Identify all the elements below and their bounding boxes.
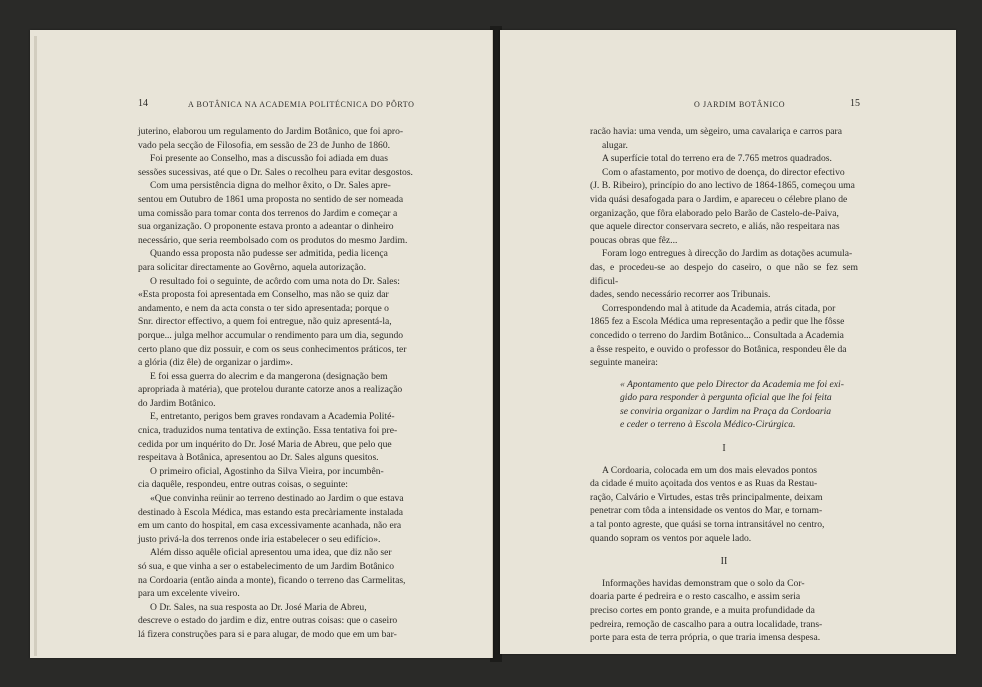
right-page [500,30,956,654]
left-body-text [138,125,456,642]
quoted-note [620,378,858,432]
text-line: a tal ponto agreste, que quási se torna intransitável no centro, [590,519,825,531]
text-line: A superfície total do terreno era de 7.765 metros quadrados. [602,153,832,165]
text-line: vado pela secção de Filosofia, em sessão de 23 de Junho de 1860. [138,139,391,151]
left-running-head: A BOTÂNICA NA ACADEMIA POLITÉCNICA DO PÔRTO [188,100,415,109]
page-edge [34,36,37,656]
text-line: certo plano que diz possuir, e com os seus conhecimentos práticos, ter [138,343,407,355]
text-line: ração, Calvário e Virtudes, estas três principalmente, deixam [590,491,823,503]
text-line: justo privá-la dos terrenos onde iria estabelecer o seu edifício». [138,533,381,545]
text-line: seguinte maneira: [590,357,658,369]
text-line: sentou em Outubro de 1861 uma proposta no sentido de ser nomeada [138,193,404,205]
text-line: respeitava à Botânica, apresentou ao Dr. Sales alguns quesitos. [138,452,379,464]
text-line: gido para responder à pergunta oficial que lhe foi feita [620,392,832,404]
text-line: só sua, e que vinha a ser o estabelecimento de um Jardim Botânico [138,561,395,572]
text-line: racão havia: uma venda, um sègeiro, uma cavalariça e carros para [590,126,842,137]
text-line: para solicitar directamente ao Govêrno, aquela autorização. [138,261,367,273]
right-paragraphs-a [590,125,858,370]
text-line: Correspondendo mal à atitude da Academia, atrás citada, por [602,302,836,314]
text-line: penetrar com tôda a intensidade os ventos do Mar, e tornam- [590,505,823,517]
text-line: do Jardim Botânico. [138,397,216,409]
right-paragraphs-c [590,577,858,645]
text-line: concedido o terreno do Jardim Botânico... Consultada a Academia [590,329,844,341]
text-line: dades, sendo necessário recorrer aos Tribunais. [590,289,771,301]
text-line: juterino, elaborou um regulamento do Jardim Botânico, que foi apro- [138,126,404,137]
right-body-text [590,125,858,645]
text-line: (J. B. Ribeiro), princípio do ano lectivo de 1864-1865, começou uma [590,180,855,192]
right-running-head: O JARDIM BOTÂNICO [694,100,786,109]
text-line: poucas obras que fêz... [590,234,678,246]
text-line: e ceder o terreno à Escola Médico-Cirúrgica. [620,419,796,431]
text-line: doaria parte é pedreira e o resto cascalho, e assim seria [590,591,801,603]
text-line: a êsse respeito, e ouvido o professor do Botânica, respondeu êle da [590,343,847,355]
text-line: uma comissão para tomar conta dos terrenos do Jardim e começar a [138,207,398,219]
left-page [30,30,493,658]
text-line: sessões sucessivas, até que o Dr. Sales o recolheu para evitar desgostos. [138,166,413,178]
text-line: E, entretanto, perigos bem graves rondavam a Academia Polité- [150,411,395,423]
left-page-number: 14 [138,98,148,109]
text-line: organização, que fôra elaborado pelo Barão de Castelo-de-Paiva, [590,207,839,219]
text-line: andamento, e nem da acta consta o ter sido apresentada; porque o [138,302,389,314]
text-line: Com o afastamento, por motivo de doença, do director efectivo [602,166,845,178]
text-line: destinado à Escola Médica, mas estando esta precàriamente instalada [138,506,404,518]
text-line: se conviria organizar o Jardim na Praça da Cordoaria [620,405,832,417]
text-line: da cidade é muito açoitada dos ventos e as Ruas da Restau- [590,478,818,490]
text-line: O primeiro oficial, Agostinho da Silva Vieira, por incumbên- [150,465,384,477]
text-line: cnica, traduzidos numa tentativa de extinção. Essa tentativa foi pre- [138,425,398,437]
right-paragraphs-b [590,464,858,546]
text-line: cia daquêle, respondeu, entre outras coisas, o seguinte: [138,479,348,491]
text-line: porque... julga melhor accumular o rendimento para um dia, segundo [138,329,404,341]
section-heading-2: II [720,556,728,568]
text-line: O Dr. Sales, na sua resposta ao Dr. José Maria de Abreu, [150,601,367,613]
text-line: porte para esta de terra própria, o que traria imensa despesa. [590,632,821,644]
text-line: na Cordoaria (então ainda a monte), ficando o terreno das Carmelitas, [138,574,406,586]
text-line: apropriada à matéria), que protelou durante catorze anos a realização [138,384,403,396]
text-line: «Esta proposta foi apresentada em Conselho, mas não se quiz dar [138,289,389,301]
text-line: Quando essa proposta não pudesse ser admitida, pedia licença [150,248,388,260]
text-line: necessário, que seria reembolsado com os produtos do mesmo Jardim. [138,234,408,246]
text-line: O resultado foi o seguinte, de acôrdo com uma nota do Dr. Sales: [150,275,400,287]
right-page-number: 15 [850,98,860,109]
text-line: «Que convinha reünir ao terreno destinado ao Jardim o que estava [150,493,404,505]
text-line: « Apontamento que pelo Director da Academia me foi exi- [620,378,844,390]
text-line: cedida por um inquérito do Dr. José Maria de Abreu, que pelo que [138,438,392,450]
text-line: alugar. [602,139,628,151]
text-line: das, e procedeu-se ao despejo do caseiro, o que não se fez sem dificul- [590,261,858,287]
text-line: descreve o estado do jardim e diz, entre outras coisas: que o caseiro [138,615,398,627]
text-line: que aquele director conservara secreto, e aliás, não respeitara nas [590,221,840,233]
text-line: Além disso aquêle oficial apresentou uma idea, que diz não ser [150,547,392,559]
text-line: vida quási desafogada para o Jardim, e apareceu o célebre plano de [590,193,848,205]
text-line: em um canto do hospital, em casa excessivamente acanhada, não era [138,520,402,532]
text-line: 1865 fez a Escola Médica uma representação a pedir que lhe fôsse [590,316,845,328]
text-line: Foram logo entregues à direcção do Jardim as dotações acumula- [602,248,853,260]
section-heading-1: I [722,443,726,455]
text-line: Snr. director effectivo, a quem foi entregue, não quiz apresentá-la, [138,316,392,328]
text-line: pedreira, remoção de cascalho para a outra localidade, trans- [590,618,823,630]
text-line: E foi essa guerra do alecrim e da mangerona (designação bem [150,370,388,382]
text-line: quando sopram os ventos por aquele lado. [590,532,752,544]
text-line: preciso cortes em ponto grande, e a muita profundidade da [590,605,815,616]
text-line: A Cordoaria, colocada em um dos mais elevados pontos [602,464,818,476]
text-line: Informações havidas demonstram que o solo da Cor- [602,577,805,589]
text-line: sua organização. O proponente estava pronto a adeantar o dinheiro [138,221,394,233]
text-line: lá fizera construções para si e para alugar, de modo que em um bar- [138,628,397,640]
text-line: a glória (diz êle) de organizar o jardim». [138,357,293,369]
text-line: para um excelente viveiro. [138,588,240,600]
text-line: Foi presente ao Conselho, mas a discussão foi adiada em duas [150,153,388,165]
text-line: Com uma persistência digna do melhor êxito, o Dr. Sales apre- [150,180,391,192]
